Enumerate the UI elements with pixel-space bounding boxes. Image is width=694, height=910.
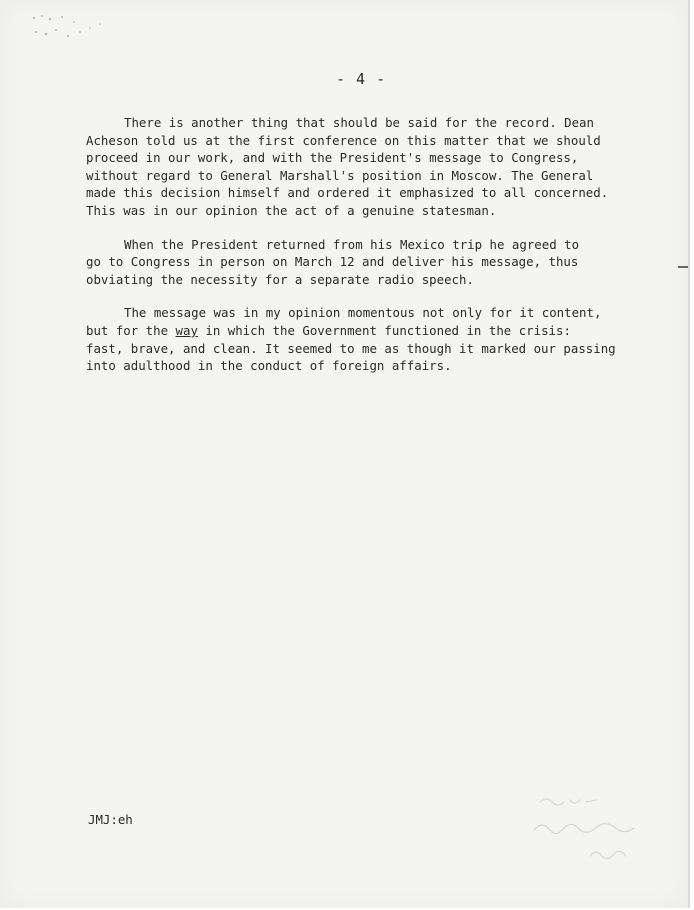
faint-handwriting-bleedthrough	[530, 790, 680, 870]
paragraph-mexico-trip	[86, 236, 646, 289]
text-line: made this decision himself and ordered it emphasized to all concerned.	[86, 185, 609, 201]
letter-body	[86, 114, 646, 391]
margin-edge-mark	[678, 264, 688, 270]
underlined-word: way	[175, 322, 198, 338]
text-line: When the President returned from his Mexico trip he agreed to	[124, 236, 580, 252]
text-line: obviating the necessity for a separate radio speech.	[86, 271, 474, 287]
paragraph-message	[86, 304, 646, 374]
text-line: without regard to General Marshall's position in Moscow. The General	[86, 167, 594, 183]
text-line: Acheson told us at the first conference on this matter that we should	[86, 132, 601, 148]
text-line: but for the way in which the Government functioned in the crisis:	[86, 322, 571, 338]
text-line: There is another thing that should be said for the record. Dean	[124, 115, 594, 130]
text-line: This was in our opinion the act of a genuine statesman.	[86, 202, 497, 218]
text-line: The message was in my opinion momentous not only for it content,	[124, 305, 602, 321]
text-line: fast, brave, and clean. It seemed to me as though it marked our passing	[86, 340, 616, 356]
page-number: - 4 -	[336, 70, 387, 88]
text-line: proceed in our work, and with the President's message to Congress,	[86, 150, 579, 166]
text-line: go to Congress in person on March 12 and deliver his message, thus	[86, 254, 579, 270]
typist-initials: JMJ:eh	[88, 812, 133, 827]
paragraph-record	[86, 114, 646, 220]
text-line: into adulthood in the conduct of foreign affairs.	[86, 358, 452, 374]
embossed-stamp-mark	[28, 10, 118, 46]
